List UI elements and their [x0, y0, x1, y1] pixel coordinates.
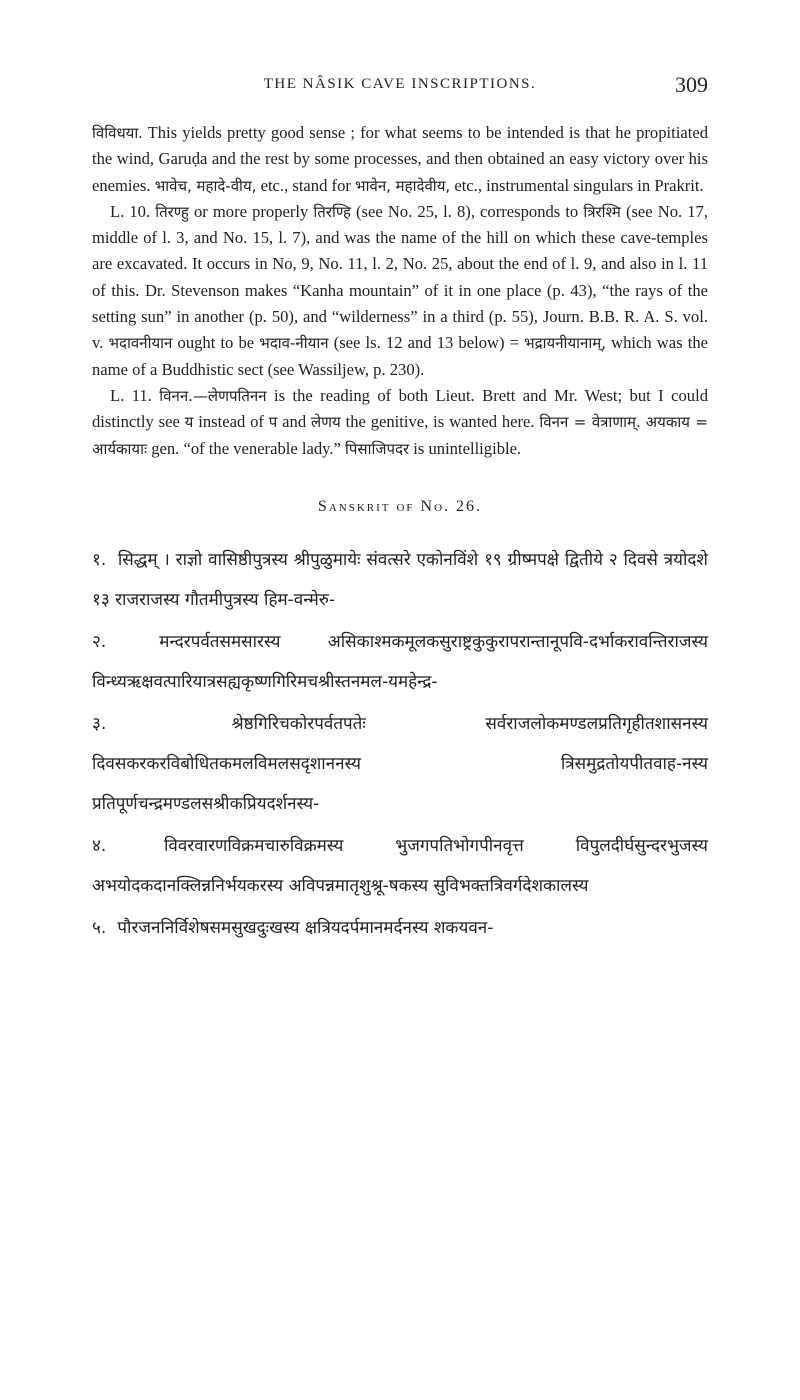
sanskrit-text: सिद्धम् । राज्ञो वासिष्ठीपुत्रस्य श्रीपुळुमायेः संवत्सरे एकोनविंशे १९ ग्रीष्मपक्षे द्वितीये २ दिवसे त्रयोदशे १३ राजराजस्य गौतमीपुत्रस्य हिम-वन्मेरु-: [92, 550, 708, 611]
text-run: the genitive, is wanted here.: [345, 412, 535, 432]
page-number: 309: [675, 72, 708, 97]
paragraph-2: [92, 199, 708, 383]
devanagari-term: विविधया: [92, 124, 139, 142]
text-run: which was the name of a Buddhistic sect (see Wassiljew, p. 230).: [92, 333, 709, 379]
text-run: is unintelligible.: [413, 438, 522, 458]
text-run: etc., stand for: [260, 175, 351, 195]
text-run: . This yields pretty good sense ; for what seems to be intended is that he propitiated the wind, Garuḍa and the rest by some processes, and then obtained an easy victory over his enemies.: [92, 123, 708, 195]
line-number: १.: [92, 550, 107, 571]
sanskrit-line: [92, 540, 708, 620]
text-run: or more properly: [193, 201, 309, 221]
devanagari-term: भदावनीयान: [108, 334, 173, 353]
text-run: is the reading of both Lieut. Brett and Mr. West; but I could distinctly see: [92, 385, 709, 432]
devanagari-term: पिसाजिपदर: [345, 439, 410, 458]
running-head: [92, 72, 708, 106]
line-ref: L. 10.: [110, 201, 151, 221]
text-run: gen. “of the venerable lady.”: [151, 438, 341, 458]
devanagari-term: भावेच, महादे-वीय,: [154, 176, 257, 195]
paragraph-1: [92, 120, 708, 199]
line-ref: L. 11.: [110, 385, 152, 405]
devanagari-term: तिरण्हु: [155, 202, 189, 221]
devanagari-term: अयकाय = आर्यकायाः: [92, 413, 708, 458]
running-title: THE NÂSIK CAVE INSCRIPTIONS.: [263, 76, 537, 92]
text-run: etc., instrumental singulars in Prakrit.: [454, 175, 704, 195]
paragraph-3: [92, 383, 708, 462]
devanagari-term: भद्रायनीयानाम्,: [524, 334, 606, 353]
body-text: [92, 120, 708, 948]
devanagari-term: य: [184, 413, 194, 432]
sanskrit-line: [92, 908, 708, 948]
sanskrit-text: विवरवारणविक्रमचारुविक्रमस्य भुजगपतिभोगपीनवृत्त विपुलदीर्घसुन्दरभुजस्य अभयोदकदानक्लिन्ननिर्भयकरस्य अविपन्नमातृशुश्रू-षकस्य सुविभक्तत्रिवर्गदेशकालस्य: [92, 836, 709, 897]
sanskrit-line: [92, 826, 708, 906]
devanagari-term: प: [268, 413, 278, 432]
line-number: २.: [92, 632, 107, 653]
sanskrit-line: [92, 704, 708, 824]
devanagari-term: विनन = वेत्राणाम्.: [539, 413, 641, 432]
sanskrit-text: मन्दरपर्वतसमसारस्य असिकाश्मकमूलकसुराष्ट्रकुकुरापरान्तानूपवि-दर्भाकरावन्तिराजस्य विन्ध्यऋक्षवत्पारियात्रसह्यकृष्णगिरिमचश्रीस्तनमल-यमहेन्द्र-: [92, 632, 708, 693]
devanagari-term: लेणय: [311, 413, 341, 432]
devanagari-term: त्रिरश्मि: [583, 202, 621, 221]
text-run: (see ls. 12 and 13 below) =: [333, 333, 519, 353]
line-number: ३.: [92, 714, 107, 735]
sanskrit-line: [92, 622, 708, 702]
section-title: Sanskrit of No. 26.: [317, 497, 483, 515]
devanagari-term: भावेन, महादेवीय,: [355, 176, 451, 195]
text-run: (see No. 25, l. 8), corresponds to: [356, 201, 579, 221]
text-run: and: [282, 412, 307, 432]
text-run: (see No. 17, middle of l. 3, and No. 15, l. 7), and was the name of the hill on which these cave-temples are excavated. It occurs in No, 9, No. 11, l. 2, No. 25, about the end of l. 9, and also in l. 11 of this. Dr. Stevenson makes “Kanha mountain” of it in one place (p. 43), “the rays of the setting sun” in another (p. 50), and “wilderness” in a third (p. 55), Journ. B.B. R. A. S. vol. v.: [92, 201, 709, 353]
devanagari-term: तिरण्हि: [313, 202, 351, 221]
devanagari-term: विनन.—लेणपतिनन: [159, 386, 267, 405]
sanskrit-text: पौरजननिर्विशेषसमसुखदुःखस्य क्षत्रियदर्पमानमर्दनस्य शकयवन-: [117, 918, 494, 939]
text-run: ought to be: [177, 333, 255, 353]
devanagari-term: भदाव-नीयान: [259, 334, 329, 353]
text-run: instead of: [198, 412, 264, 432]
sanskrit-text: श्रेष्ठगिरिचकोरपर्वतपतेः सर्वराजलोकमण्डलप्रतिगृहीतशासनस्य दिवसकरकरविबोधितकमलविमलसदृशाननस्य त्रिसमुद्रतोयपीतवाह-नस्य प्रतिपूर्णचन्द्रमण्डलसश्रीकप्रियदर्शनस्य-: [92, 714, 708, 815]
line-number: ४.: [92, 836, 107, 857]
line-number: ५.: [92, 918, 107, 939]
